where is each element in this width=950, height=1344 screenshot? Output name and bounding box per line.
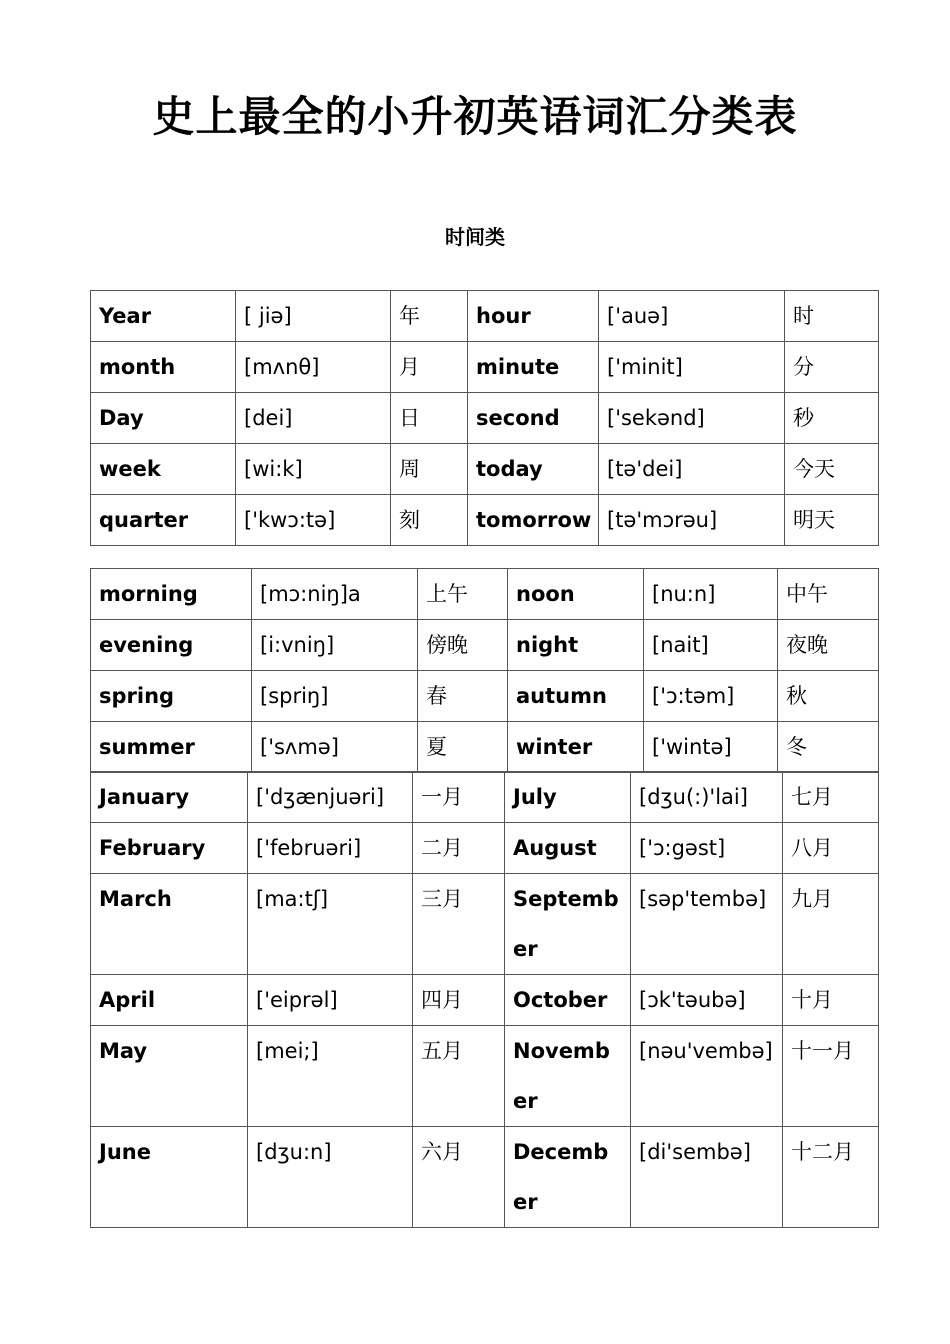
chinese-meaning-cell: 夏	[418, 722, 508, 773]
phonetic-cell: [i:vniŋ]	[252, 620, 418, 671]
phonetic-cell: ['minit]	[599, 342, 785, 393]
chinese-meaning-cell: 一月	[413, 772, 505, 823]
english-word-cell: second	[468, 393, 599, 444]
table-row	[91, 342, 879, 393]
english-word-cell: October	[505, 975, 631, 1026]
phonetic-cell: [tə'dei]	[599, 444, 785, 495]
phonetic-cell: [di'sembə]	[631, 1127, 783, 1228]
phonetic-cell: ['kwɔ:tə]	[236, 495, 391, 546]
chinese-meaning-cell: 中午	[778, 569, 879, 620]
table-row	[91, 393, 879, 444]
phonetic-cell: [ma:tʃ]	[248, 874, 413, 975]
chinese-meaning-cell: 分	[785, 342, 879, 393]
chinese-meaning-cell: 傍晚	[418, 620, 508, 671]
vocab-table-time-units	[90, 290, 879, 546]
english-word-cell: Day	[91, 393, 236, 444]
chinese-meaning-cell: 八月	[783, 823, 879, 874]
phonetic-cell: [mei;]	[248, 1026, 413, 1127]
document-title: 史上最全的小升初英语词汇分类表	[152, 92, 798, 141]
chinese-meaning-cell: 秋	[778, 671, 879, 722]
english-word-cell: January	[91, 772, 248, 823]
phonetic-cell: [mʌnθ]	[236, 342, 391, 393]
english-word-cell: July	[505, 772, 631, 823]
chinese-meaning-cell: 九月	[783, 874, 879, 975]
table-row	[91, 495, 879, 546]
english-word-cell: December	[505, 1127, 631, 1228]
phonetic-cell: [səp'tembə]	[631, 874, 783, 975]
phonetic-cell: [spriŋ]	[252, 671, 418, 722]
table-row	[91, 772, 879, 823]
phonetic-cell: ['eiprəl]	[248, 975, 413, 1026]
chinese-meaning-cell: 刻	[391, 495, 468, 546]
phonetic-cell: ['ɔ:gəst]	[631, 823, 783, 874]
phonetic-cell: [dʒu(:)'lai]	[631, 772, 783, 823]
chinese-meaning-cell: 明天	[785, 495, 879, 546]
phonetic-cell: [nu:n]	[644, 569, 778, 620]
table-row	[91, 620, 879, 671]
phonetic-cell: [nait]	[644, 620, 778, 671]
english-word-cell: February	[91, 823, 248, 874]
phonetic-cell: ['auə]	[599, 291, 785, 342]
chinese-meaning-cell: 时	[785, 291, 879, 342]
chinese-meaning-cell: 十月	[783, 975, 879, 1026]
chinese-meaning-cell: 十二月	[783, 1127, 879, 1228]
chinese-meaning-cell: 四月	[413, 975, 505, 1026]
english-word-cell: hour	[468, 291, 599, 342]
phonetic-cell: ['februəri]	[248, 823, 413, 874]
phonetic-cell: ['ɔ:təm]	[644, 671, 778, 722]
english-word-cell: month	[91, 342, 236, 393]
english-word-cell: evening	[91, 620, 252, 671]
table-row	[91, 569, 879, 620]
chinese-meaning-cell: 今天	[785, 444, 879, 495]
phonetic-cell: [nəu'vembə]	[631, 1026, 783, 1127]
table-row	[91, 823, 879, 874]
chinese-meaning-cell: 二月	[413, 823, 505, 874]
table-row	[91, 444, 879, 495]
section-heading: 时间类	[445, 225, 505, 249]
english-word-cell: June	[91, 1127, 248, 1228]
english-word-cell: spring	[91, 671, 252, 722]
chinese-meaning-cell: 六月	[413, 1127, 505, 1228]
phonetic-cell: [tə'mɔrəu]	[599, 495, 785, 546]
phonetic-cell: [ɔk'təubə]	[631, 975, 783, 1026]
table-row	[91, 671, 879, 722]
english-word-cell: autumn	[508, 671, 644, 722]
english-word-cell: September	[505, 874, 631, 975]
table-row	[91, 975, 879, 1026]
chinese-meaning-cell: 年	[391, 291, 468, 342]
chinese-meaning-cell: 周	[391, 444, 468, 495]
table-row	[91, 722, 879, 773]
english-word-cell: April	[91, 975, 248, 1026]
english-word-cell: morning	[91, 569, 252, 620]
phonetic-cell: [ jiə]	[236, 291, 391, 342]
chinese-meaning-cell: 月	[391, 342, 468, 393]
chinese-meaning-cell: 日	[391, 393, 468, 444]
chinese-meaning-cell: 春	[418, 671, 508, 722]
vocab-table-day-seasons	[90, 568, 879, 773]
table-row	[91, 291, 879, 342]
phonetic-cell: ['dʒænjuəri]	[248, 772, 413, 823]
chinese-meaning-cell: 冬	[778, 722, 879, 773]
chinese-meaning-cell: 秒	[785, 393, 879, 444]
chinese-meaning-cell: 十一月	[783, 1026, 879, 1127]
chinese-meaning-cell: 七月	[783, 772, 879, 823]
english-word-cell: November	[505, 1026, 631, 1127]
chinese-meaning-cell: 上午	[418, 569, 508, 620]
phonetic-cell: [mɔ:niŋ]a	[252, 569, 418, 620]
english-word-cell: noon	[508, 569, 644, 620]
table-row	[91, 874, 879, 975]
english-word-cell: night	[508, 620, 644, 671]
english-word-cell: week	[91, 444, 236, 495]
phonetic-cell: ['sʌmə]	[252, 722, 418, 773]
chinese-meaning-cell: 五月	[413, 1026, 505, 1127]
english-word-cell: Year	[91, 291, 236, 342]
english-word-cell: summer	[91, 722, 252, 773]
english-word-cell: May	[91, 1026, 248, 1127]
english-word-cell: quarter	[91, 495, 236, 546]
english-word-cell: winter	[508, 722, 644, 773]
phonetic-cell: ['sekənd]	[599, 393, 785, 444]
chinese-meaning-cell: 三月	[413, 874, 505, 975]
phonetic-cell: [dei]	[236, 393, 391, 444]
english-word-cell: tomorrow	[468, 495, 599, 546]
english-word-cell: August	[505, 823, 631, 874]
phonetic-cell: ['wintə]	[644, 722, 778, 773]
chinese-meaning-cell: 夜晚	[778, 620, 879, 671]
phonetic-cell: [wi:k]	[236, 444, 391, 495]
english-word-cell: minute	[468, 342, 599, 393]
table-row	[91, 1026, 879, 1127]
phonetic-cell: [dʒu:n]	[248, 1127, 413, 1228]
table-row	[91, 1127, 879, 1228]
english-word-cell: today	[468, 444, 599, 495]
english-word-cell: March	[91, 874, 248, 975]
vocab-table-months	[90, 771, 879, 1228]
